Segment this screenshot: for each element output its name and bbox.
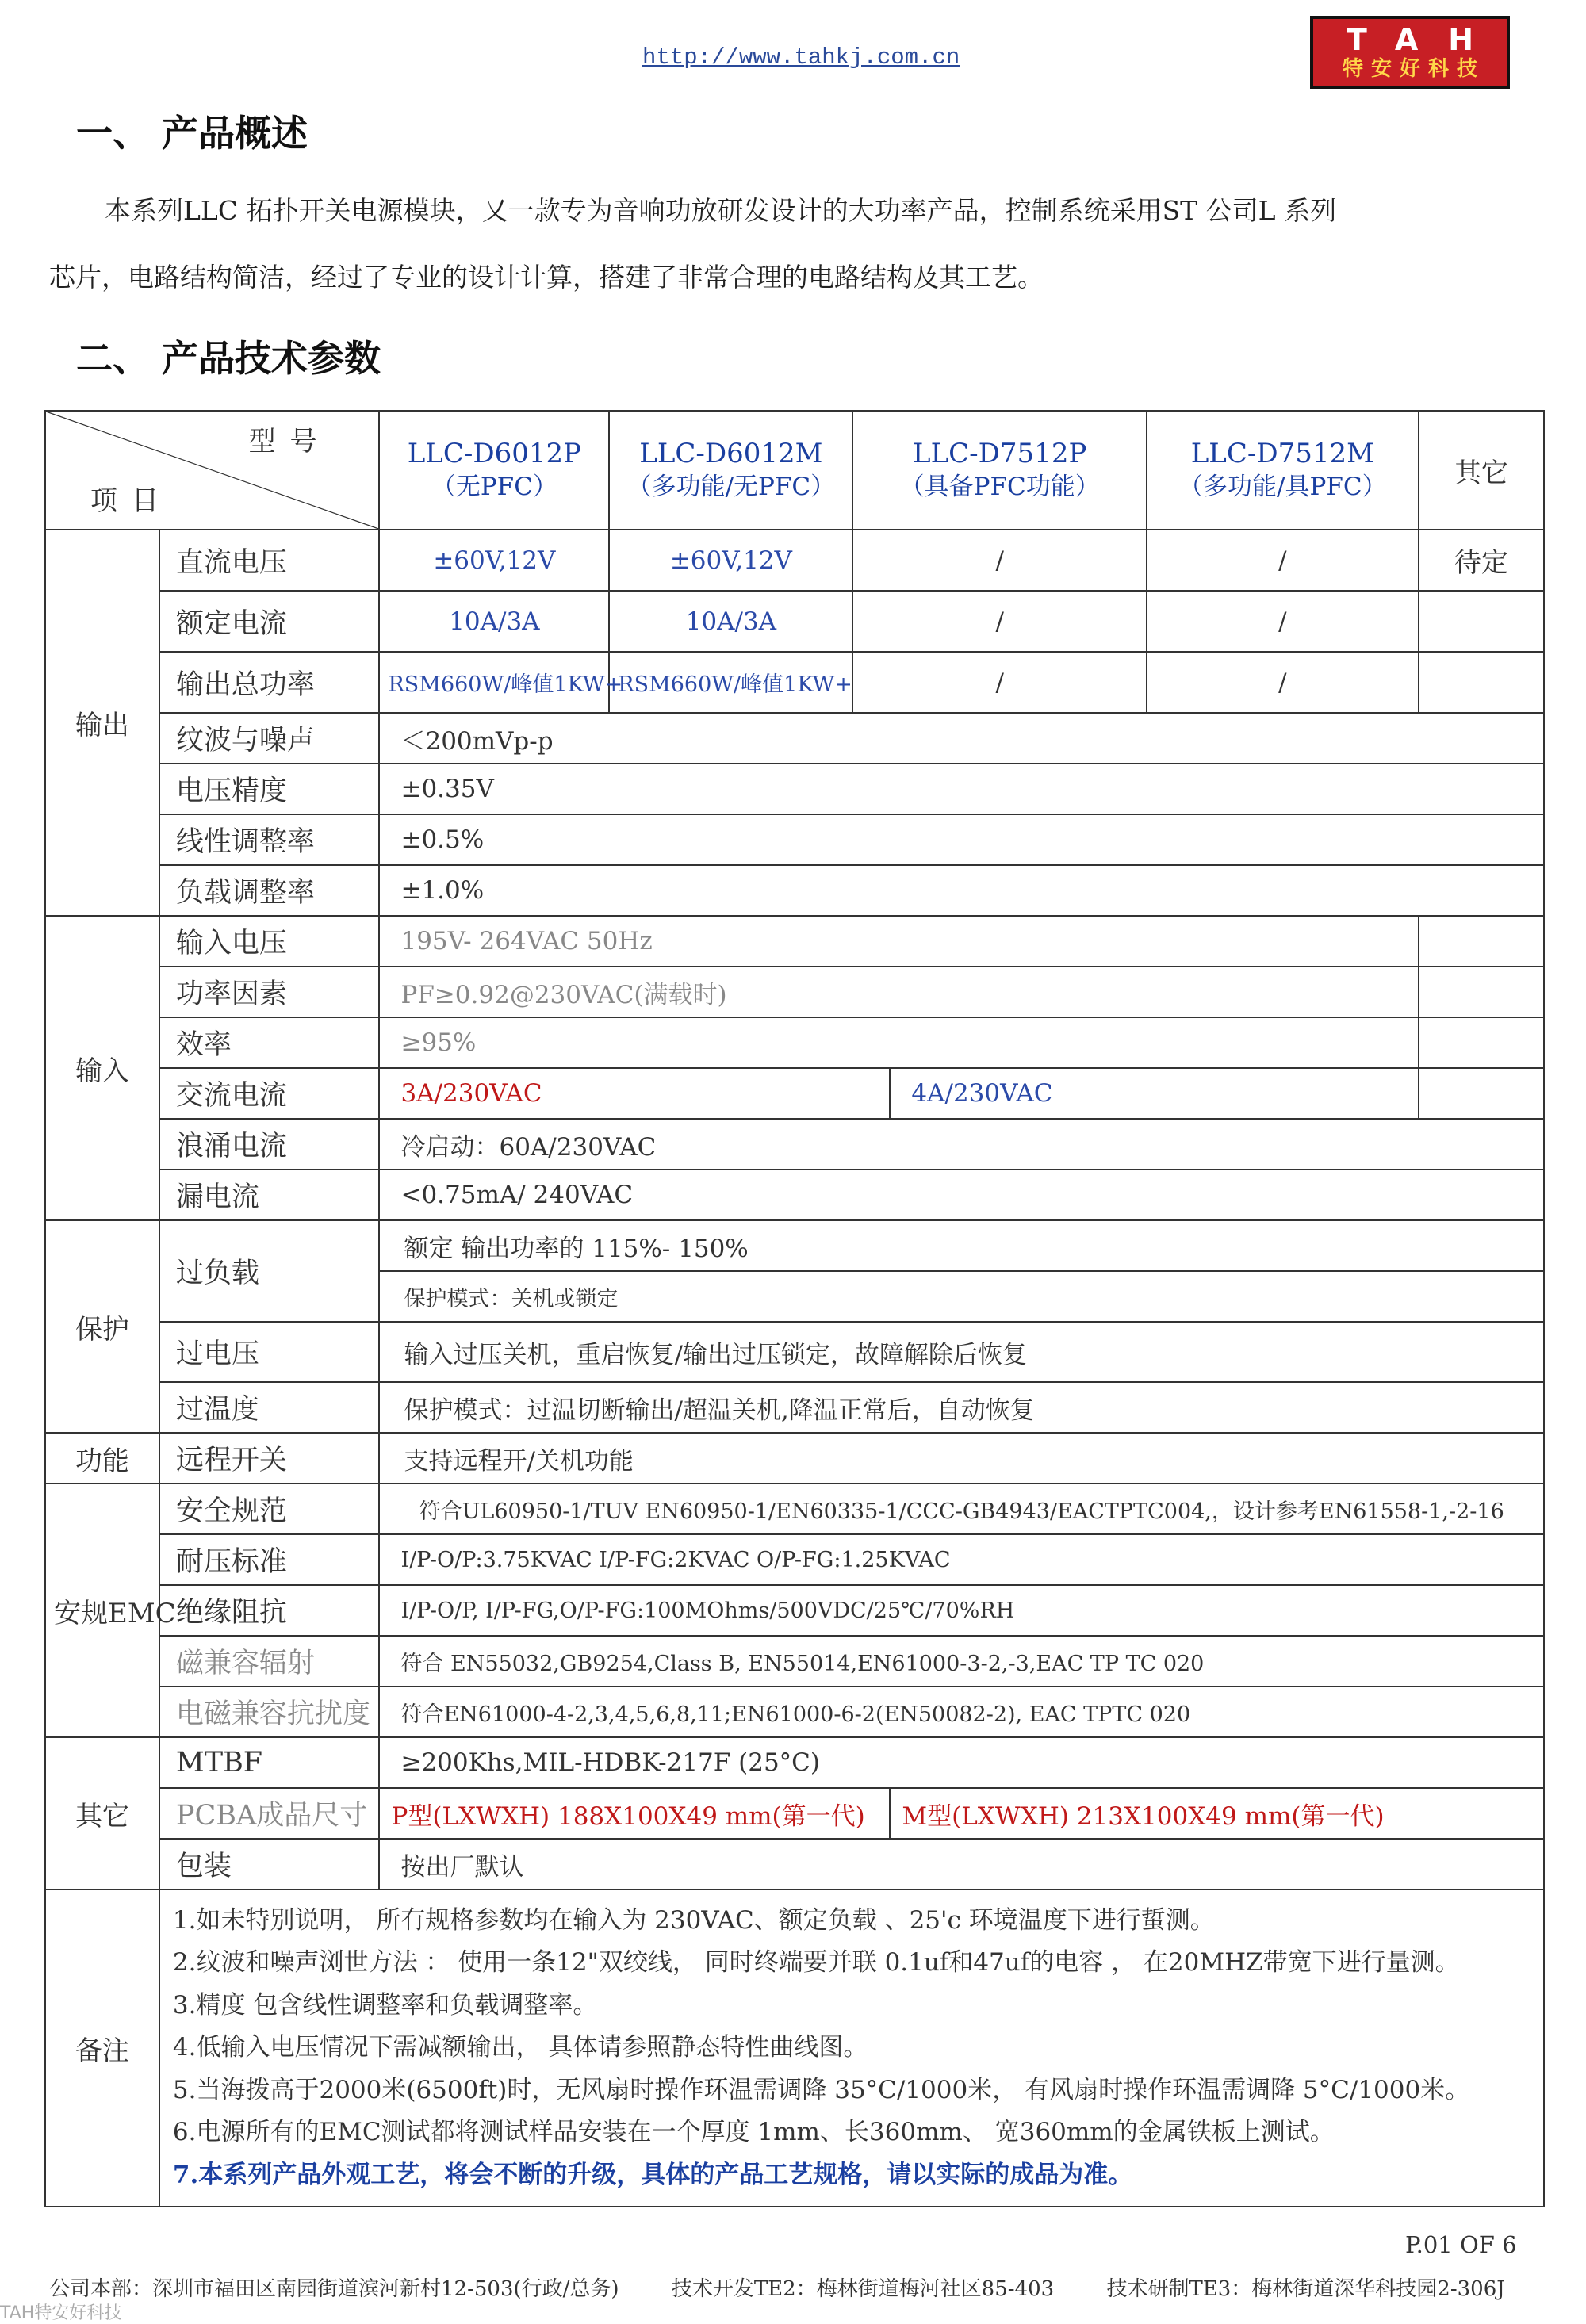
standard-value: 符合UL60950-1/TUV EN60950-1/EN60335-1/CCC-GB4943/EACTPTC004,，设计参考EN61558-1,-2-16 (379, 1484, 1544, 1534)
total-power-2: RSM660W/峰值1KW+ (609, 652, 852, 713)
table-row (45, 652, 1544, 713)
table-row (45, 1484, 1544, 1534)
row-label-overload: 过负载 (159, 1220, 380, 1322)
ac-current-2: 4A/230VAC (890, 1068, 1418, 1119)
pcba-value-1: P型(LXWXH) 188X100X49 mm(第一代) (379, 1788, 890, 1839)
row-label-leakage: 漏电流 (159, 1170, 380, 1220)
table-row (45, 530, 1544, 591)
table-header-row (45, 411, 1544, 530)
row-label-overtemp: 过温度 (159, 1382, 380, 1433)
ac-current-1: 3A/230VAC (379, 1068, 890, 1119)
withstand-value: I/P-O/P:3.75KVAC I/P-FG:2KVAC O/P-FG:1.25KVAC (379, 1534, 1544, 1585)
input-voltage-other (1419, 916, 1544, 967)
table-row (45, 1534, 1544, 1585)
note-item: 1.如未特别说明， 所有规格参数均在输入为 230VAC、额定负载 、25'c 环境温度下进行蜇测。 (172, 1905, 1215, 1935)
logo-name: 特安好科技 (1342, 57, 1485, 81)
overtemp-value: 保护模式：过温切断输出/超温关机,降温正常后，自动恢复 (379, 1382, 1544, 1433)
line-reg-value: ±0.5% (379, 814, 1544, 865)
total-power-3: / (852, 652, 1146, 713)
category-safety: 安规EMC (45, 1484, 159, 1737)
table-row (45, 591, 1544, 652)
rated-current-4: / (1147, 591, 1419, 652)
row-label-standard: 安全规范 (159, 1484, 380, 1534)
leakage-value: <0.75mA/ 240VAC (379, 1170, 1544, 1220)
corner-cell (45, 411, 379, 530)
footer-addresses (49, 2272, 1551, 2302)
row-label-emi: 磁兼容辐射 (159, 1636, 380, 1687)
ac-current-other (1419, 1068, 1544, 1119)
row-label-precision: 电压精度 (159, 764, 380, 814)
category-function: 功能 (45, 1433, 159, 1484)
precision-value: ±0.35V (379, 764, 1544, 814)
section1-paragraph (49, 178, 1540, 311)
category-input: 输入 (45, 916, 159, 1220)
row-label-withstand: 耐压标准 (159, 1534, 380, 1585)
pf-value: PF≥0.92@230VAC(满载时) (379, 967, 1418, 1017)
package-value: 按出厂默认 (379, 1839, 1544, 1889)
category-other: 其它 (45, 1737, 159, 1889)
row-label-insulation: 绝缘阻抗 (159, 1585, 380, 1636)
model-header-4: LLC-D7512M （多功能/具PFC） (1147, 411, 1419, 530)
table-row (45, 1433, 1544, 1484)
row-label-pcba: PCBA成品尺寸 (159, 1788, 380, 1839)
row-label-ems: 电磁兼容抗扰度 (159, 1687, 380, 1737)
table-row (45, 713, 1544, 764)
note-item: 3.精度 包含线性调整率和负载调整率。 (172, 1990, 598, 2020)
website-url-link[interactable]: http://www.tahkj.com.cn (642, 44, 960, 71)
efficiency-other (1419, 1017, 1544, 1068)
note-item: 6.电源所有的EMC测试都将测试样品安装在一个厚度 1mm、长360mm、 宽360mm的金属铁板上测试。 (172, 2118, 1335, 2147)
row-label-overvoltage: 过电压 (159, 1322, 380, 1382)
section1-title: 一、 产品概述 (76, 112, 308, 155)
inrush-value: 冷启动：60A/230VAC (379, 1119, 1544, 1170)
model-header-3: LLC-D7512P （具备PFC功能） (852, 411, 1146, 530)
table-row (45, 1119, 1544, 1170)
notes-cell (159, 1889, 1544, 2207)
table-row (45, 916, 1544, 967)
insulation-value: I/P-O/P, I/P-FG,O/P-FG:100MOhms/500VDC/25℃/70%RH (379, 1585, 1544, 1636)
footer-te2: 技术开发TE2：梅林街道梅河社区85-403 (671, 2277, 1055, 2301)
table-row (45, 967, 1544, 1017)
page-number: P.01 OF 6 (1405, 2231, 1517, 2258)
total-power-1: RSM660W/峰值1KW+ (379, 652, 609, 713)
row-label-mtbf: MTBF (159, 1737, 380, 1788)
para-line-1: 本系列LLC 拓扑开关电源模块，又一款专为音响功放研发设计的大功率产品，控制系统采用ST 公司L 系列 (105, 195, 1337, 226)
row-label-ac-current: 交流电流 (159, 1068, 380, 1119)
row-label-ripple: 纹波与噪声 (159, 713, 380, 764)
table-row (45, 1382, 1544, 1433)
category-notes: 备注 (45, 1889, 159, 2207)
table-row (45, 1068, 1544, 1119)
row-label-package: 包装 (159, 1839, 380, 1889)
category-output: 输出 (45, 530, 159, 916)
logo-letters: TAH (1346, 22, 1504, 57)
overvoltage-value: 输入过压关机，重启恢复/输出过压锁定，故障解除后恢复 (379, 1322, 1544, 1382)
dc-voltage-4: / (1147, 530, 1419, 591)
rated-current-1: 10A/3A (379, 591, 609, 652)
row-label-input-voltage: 输入电压 (159, 916, 380, 967)
dc-voltage-2: ±60V,12V (609, 530, 852, 591)
note-item-highlight: 7.本系列产品外观工艺，将会不断的升级，具体的产品工艺规格，请以实际的成品为准。 (172, 2160, 1133, 2189)
total-power-4: / (1147, 652, 1419, 713)
emi-value: 符合 EN55032,GB9254,Class B, EN55014,EN61000-3-2,-3,EAC TP TC 020 (379, 1636, 1544, 1687)
watermark: TAH特安好科技 (0, 2303, 122, 2323)
corner-item-label: 项目 (90, 485, 173, 517)
model-header-2: LLC-D6012M （多功能/无PFC） (609, 411, 852, 530)
table-row (45, 1220, 1544, 1271)
ripple-value: ＜200mVp-p (379, 713, 1544, 764)
table-row (45, 1889, 1544, 2207)
table-row (45, 1687, 1544, 1737)
other-header: 其它 (1419, 411, 1544, 530)
row-label-total-power: 输出总功率 (159, 652, 380, 713)
row-label-dc-voltage: 直流电压 (159, 530, 380, 591)
rated-current-3: / (852, 591, 1146, 652)
total-power-other (1419, 652, 1544, 713)
para-line-2: 芯片，电路结构简洁，经过了专业的设计计算，搭建了非常合理的电路结构及其工艺。 (49, 262, 1044, 293)
model-header-1: LLC-D6012P （无PFC） (379, 411, 609, 530)
table-row (45, 1170, 1544, 1220)
dc-voltage-3: / (852, 530, 1146, 591)
table-row (45, 1839, 1544, 1889)
rated-current-2: 10A/3A (609, 591, 852, 652)
row-label-line-reg: 线性调整率 (159, 814, 380, 865)
row-label-load-reg: 负载调整率 (159, 865, 380, 916)
ems-value: 符合EN61000-4-2,3,4,5,6,8,11;EN61000-6-2(EN50082-2), EAC TPTC 020 (379, 1687, 1544, 1737)
footer-hq: 公司本部：深圳市福田区南园街道滨河新村12-503(行政/总务) (49, 2277, 619, 2301)
section2-title: 二、 产品技术参数 (76, 337, 381, 380)
pcba-value-2: M型(LXWXH) 213X100X49 mm(第一代) (890, 1788, 1544, 1839)
overload-value-2: 保护模式：关机或锁定 (379, 1271, 1544, 1322)
row-label-inrush: 浪涌电流 (159, 1119, 380, 1170)
rated-current-other (1419, 591, 1544, 652)
mtbf-value: ≥200Khs,MIL-HDBK-217F (25°C) (379, 1737, 1544, 1788)
overload-value-1: 额定 输出功率的 115%- 150% (379, 1220, 1544, 1271)
table-row (45, 1585, 1544, 1636)
dc-voltage-other: 待定 (1419, 530, 1544, 591)
table-row (45, 1737, 1544, 1788)
footer-te3: 技术研制TE3：梅林街道深华科技园2-306J (1106, 2277, 1505, 2301)
note-item: 5.当海拨高于2000米(6500ft)时，无风扇时操作环温需调降 35°C/1000米， 有风扇时操作环温需调降 5°C/1000米。 (172, 2075, 1470, 2104)
pf-other (1419, 967, 1544, 1017)
table-row (45, 814, 1544, 865)
corner-model-label: 型号 (248, 426, 331, 458)
input-voltage-value: 195V- 264VAC 50Hz (379, 916, 1418, 967)
remote-value: 支持远程开/关机功能 (379, 1433, 1544, 1484)
efficiency-value: ≥95% (379, 1017, 1418, 1068)
dc-voltage-1: ±60V,12V (379, 530, 609, 591)
category-protect: 保护 (45, 1220, 159, 1433)
spec-table (44, 410, 1545, 2207)
table-row (45, 1322, 1544, 1382)
note-item: 4.低输入电压情况下需减额输出， 具体请参照静态特性曲线图。 (172, 2033, 868, 2062)
row-label-remote: 远程开关 (159, 1433, 380, 1484)
table-row (45, 865, 1544, 916)
table-row (45, 764, 1544, 814)
table-row (45, 1017, 1544, 1068)
company-logo (1310, 16, 1510, 89)
row-label-pf: 功率因素 (159, 967, 380, 1017)
table-row (45, 1788, 1544, 1839)
row-label-efficiency: 效率 (159, 1017, 380, 1068)
note-item: 2.纹波和噪声浏世方法 ： 使用一条12"双绞线， 同时终端要并联 0.1uf和47uf的电容 ， 在20MHZ带宽下进行量测。 (172, 1948, 1460, 1978)
table-row (45, 1636, 1544, 1687)
load-reg-value: ±1.0% (379, 865, 1544, 916)
row-label-rated-current: 额定电流 (159, 591, 380, 652)
